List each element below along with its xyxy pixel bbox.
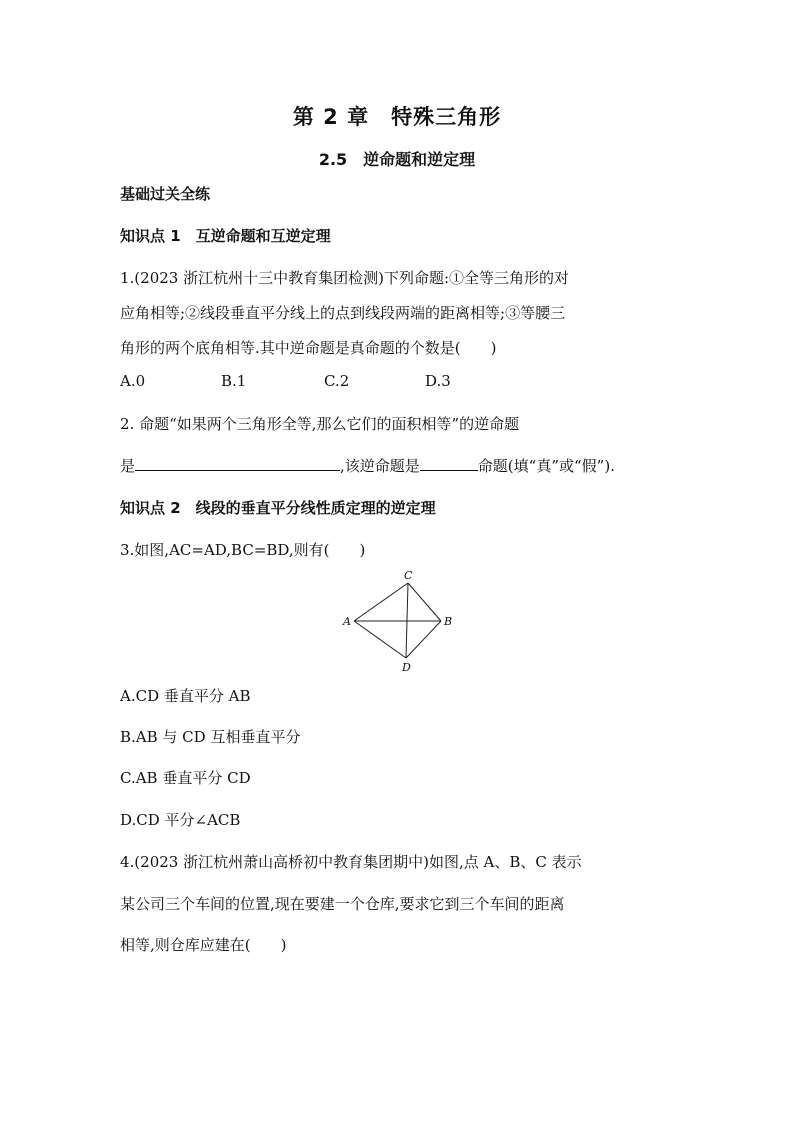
knowledge-point-2: 知识点 2 线段的垂直平分线性质定理的逆定理 bbox=[120, 499, 436, 517]
practice-heading: 基础过关全练 bbox=[120, 185, 211, 203]
q2-blank-converse[interactable] bbox=[135, 456, 340, 471]
q2-blank-truth[interactable] bbox=[420, 456, 478, 471]
knowledge-point-1: 知识点 1 互逆命题和互逆定理 bbox=[120, 227, 331, 245]
q3-option-d: D.CD 平分∠ACB bbox=[120, 811, 241, 829]
q3-stem: 3.如图,AC=AD,BC=BD,则有( ) bbox=[120, 541, 366, 559]
chapter-title: 第 2 章 特殊三角形 bbox=[292, 105, 502, 129]
q2-line-1: 2. 命题“如果两个三角形全等,那么它们的面积相等”的逆命题 bbox=[120, 415, 520, 433]
section-title: 2.5 逆命题和逆定理 bbox=[318, 150, 476, 169]
segment-cb bbox=[408, 583, 441, 621]
q1-line-1: 1.(2023 浙江杭州十三中教育集团检测)下列命题:①全等三角形的对 bbox=[120, 269, 570, 287]
q3-option-a: A.CD 垂直平分 AB bbox=[120, 687, 251, 705]
q4-line-1: 4.(2023 浙江杭州萧山高桥初中教育集团期中)如图,点 A、B、C 表示 bbox=[120, 853, 582, 871]
q2-part-b: ,该逆命题是 bbox=[340, 457, 420, 475]
q1-option-c: C.2 bbox=[324, 372, 350, 390]
q2-part-c: 命题(填“真”或“假”). bbox=[477, 457, 615, 475]
q4-line-3: 相等,则仓库应建在( ) bbox=[120, 936, 287, 954]
label-a: A bbox=[343, 615, 351, 628]
label-b: B bbox=[444, 615, 453, 628]
segment-ac bbox=[354, 583, 408, 621]
q1-option-d: D.3 bbox=[425, 372, 451, 390]
q3-option-c: C.AB 垂直平分 CD bbox=[120, 769, 251, 787]
q1-option-a: A.0 bbox=[120, 372, 146, 390]
q1-option-b: B.1 bbox=[221, 372, 247, 390]
q1-line-3: 角形的两个底角相等.其中逆命题是真命题的个数是( ) bbox=[120, 339, 497, 357]
segment-da bbox=[354, 621, 406, 658]
q3-option-b: B.AB 与 CD 互相垂直平分 bbox=[120, 728, 301, 746]
q2-line-2 bbox=[120, 455, 615, 476]
q3-quadrilateral-figure bbox=[338, 566, 468, 678]
q1-line-2: 应角相等;②线段垂直平分线上的点到线段两端的距离相等;③等腰三 bbox=[120, 304, 566, 322]
q4-line-2: 某公司三个车间的位置,现在要建一个仓库,要求它到三个车间的距离 bbox=[120, 895, 565, 913]
label-d: D bbox=[402, 661, 411, 674]
label-c: C bbox=[404, 569, 413, 582]
segment-bd bbox=[406, 621, 441, 658]
q2-part-a: 是 bbox=[120, 457, 136, 475]
